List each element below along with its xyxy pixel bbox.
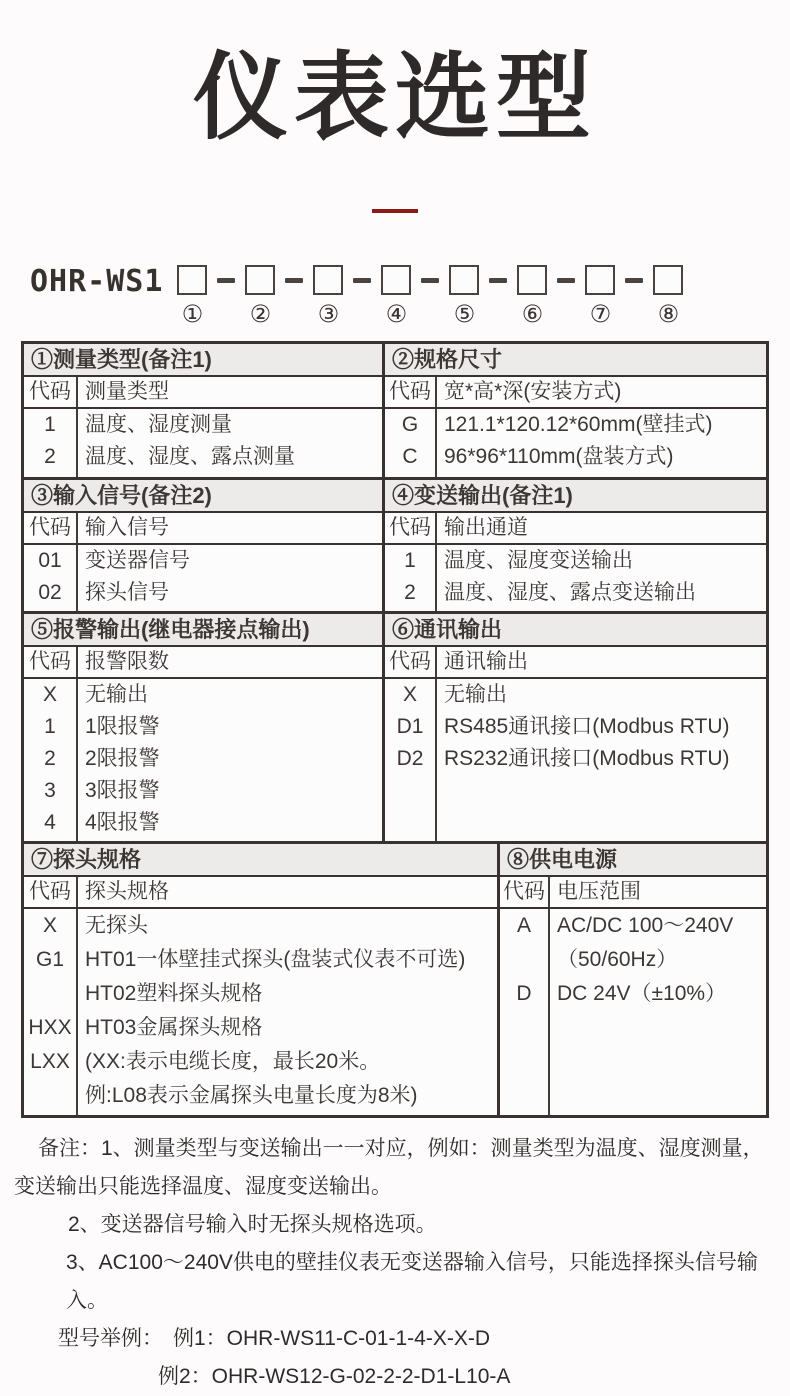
table-header: ⑦探头规格 <box>24 844 497 877</box>
column-header-row <box>500 877 766 909</box>
code-cell: HXX <box>24 1011 78 1045</box>
circled-number: ② <box>249 300 272 329</box>
code-col-header: 代码 <box>385 647 437 677</box>
value-col-header: 宽*高*深(安装方式) <box>444 380 622 404</box>
value-col-header: 电压范围 <box>557 880 641 904</box>
table-input-signal <box>24 480 382 611</box>
table-row <box>24 711 382 743</box>
code-cell: 02 <box>24 577 78 609</box>
table-row <box>24 977 497 1011</box>
filler-row <box>24 839 382 841</box>
code-cell: D <box>500 977 550 1011</box>
value-cell: HT02塑料探头规格 <box>85 982 263 1006</box>
value-cell: HT03金属探头规格 <box>85 1016 263 1040</box>
table-body <box>24 513 382 611</box>
table-row <box>24 743 382 775</box>
table-row <box>385 679 766 711</box>
filler-row <box>24 609 382 611</box>
code-cell: 2 <box>24 743 78 775</box>
dash-separator <box>353 278 371 283</box>
table-body <box>500 877 766 1115</box>
table-body <box>385 647 766 841</box>
value-cell: 例:L08表示金属探头电量长度为8米) <box>85 1084 418 1108</box>
model-slot-box <box>177 265 207 295</box>
section-3 <box>24 611 766 841</box>
table-row <box>24 807 382 839</box>
table-row <box>385 409 766 441</box>
table-row <box>24 441 382 473</box>
code-col-header: 代码 <box>24 647 78 677</box>
value-cell: HT01一体壁挂式探头(盘装式仪表不可选) <box>85 948 466 972</box>
column-header-row <box>24 377 382 409</box>
column-header-row <box>24 877 497 909</box>
code-cell: G <box>385 409 437 441</box>
example-2: 例2：OHR-WS12-G-02-2-2-D1-L10-A <box>158 1365 511 1389</box>
value-cell: 温度、湿度测量 <box>85 413 232 437</box>
value-col-header: 输入信号 <box>85 516 169 540</box>
model-examples-line <box>14 1320 774 1358</box>
table-header: ⑤报警输出(继电器接点输出) <box>24 614 382 647</box>
section-1 <box>24 344 766 477</box>
model-slot-7 <box>585 265 615 327</box>
table-row <box>24 1011 497 1045</box>
model-slot-2 <box>245 265 275 327</box>
model-slot-box <box>517 265 547 295</box>
table-probe-spec <box>24 844 497 1115</box>
model-slot-1 <box>177 265 207 327</box>
page-title: 仪表选型 <box>192 43 597 153</box>
dash-separator <box>489 278 507 283</box>
table-row <box>24 679 382 711</box>
value-cell: DC 24V（±10%） <box>557 982 727 1006</box>
table-power-supply <box>497 844 766 1115</box>
code-cell: 1 <box>24 409 78 441</box>
value-cell: AC/DC 100～240V <box>557 914 734 938</box>
circled-number: ① <box>181 300 204 329</box>
code-cell <box>500 943 550 977</box>
table-row <box>24 545 382 577</box>
table-row <box>24 409 382 441</box>
code-cell: A <box>500 909 550 943</box>
model-slot-box <box>313 265 343 295</box>
value-cell: 2限报警 <box>85 747 160 771</box>
table-row <box>24 943 497 977</box>
circled-number: ⑤ <box>453 300 476 329</box>
table-header: ⑥通讯输出 <box>385 614 766 647</box>
table-row <box>500 909 766 943</box>
model-slot-box <box>449 265 479 295</box>
section-2 <box>24 477 766 611</box>
table-row <box>500 977 766 1011</box>
value-cell: 变送器信号 <box>85 549 190 573</box>
table-row <box>24 577 382 609</box>
section-4 <box>24 841 766 1115</box>
value-cell: 96*96*110mm(盘装方式) <box>444 445 674 469</box>
filler-row <box>385 609 766 611</box>
value-col-header: 通讯输出 <box>444 650 528 674</box>
dash-separator <box>285 278 303 283</box>
circled-number: ⑦ <box>589 300 612 329</box>
table-header: ②规格尺寸 <box>385 344 766 377</box>
column-header-row <box>385 513 766 545</box>
model-slot-3 <box>313 265 343 327</box>
table-dimensions <box>382 344 766 477</box>
examples-label: 型号举例： <box>58 1327 163 1351</box>
model-prefix: OHR-WS1 <box>30 264 164 300</box>
model-slot-box <box>245 265 275 295</box>
table-row <box>24 1045 497 1079</box>
code-cell: 1 <box>24 711 78 743</box>
code-col-header: 代码 <box>385 513 437 543</box>
code-cell: 3 <box>24 775 78 807</box>
code-col-header: 代码 <box>24 877 78 907</box>
table-row <box>385 441 766 473</box>
code-cell: G1 <box>24 943 78 977</box>
footnotes <box>0 1130 790 1396</box>
model-slot-box <box>585 265 615 295</box>
table-body <box>24 377 382 477</box>
model-code-builder <box>30 265 790 327</box>
circled-number: ④ <box>385 300 408 329</box>
table-row <box>24 909 497 943</box>
table-row <box>24 1079 497 1113</box>
table-row <box>385 545 766 577</box>
code-cell <box>24 977 78 1011</box>
column-header-row <box>385 647 766 679</box>
value-cell: 4限报警 <box>85 811 160 835</box>
code-cell: 01 <box>24 545 78 577</box>
value-cell: RS232通讯接口(Modbus RTU) <box>444 747 730 771</box>
filler-row <box>385 473 766 477</box>
code-cell: C <box>385 441 437 473</box>
filler-row <box>385 775 766 841</box>
table-header: ③输入信号(备注2) <box>24 480 382 513</box>
column-header-row <box>24 513 382 545</box>
table-comm-output <box>382 614 766 841</box>
table-body <box>24 877 497 1115</box>
code-col-header: 代码 <box>385 377 437 407</box>
value-cell: 无输出 <box>444 683 507 707</box>
table-row <box>385 711 766 743</box>
note-1: 备注：1、测量类型与变送输出一一对应，例如：测量类型为温度、湿度测量，变送输出只能选择温度、湿度变送输出。 <box>14 1137 764 1199</box>
value-cell: (XX:表示电缆长度，最长20米。 <box>85 1050 381 1074</box>
code-cell: 4 <box>24 807 78 839</box>
model-slot-5 <box>449 265 479 327</box>
value-cell: 探头信号 <box>85 581 169 605</box>
table-row <box>500 943 766 977</box>
model-slot-8 <box>653 265 683 327</box>
dash-separator <box>557 278 575 283</box>
selection-tables <box>21 341 769 1118</box>
value-cell: 3限报警 <box>85 779 160 803</box>
table-body <box>385 377 766 477</box>
circled-number: ③ <box>317 300 340 329</box>
red-dash-divider <box>372 209 418 213</box>
column-header-row <box>24 647 382 679</box>
column-header-row <box>385 377 766 409</box>
table-measurement-type <box>24 344 382 477</box>
value-cell: 温度、湿度变送输出 <box>444 549 633 573</box>
table-header: ⑧供电电源 <box>500 844 766 877</box>
code-cell: LXX <box>24 1045 78 1079</box>
circled-number: ⑧ <box>657 300 680 329</box>
value-col-header: 测量类型 <box>85 380 169 404</box>
note-3: 3、AC100～240V供电的壁挂仪表无变送器输入信号，只能选择探头信号输入。 <box>66 1251 758 1313</box>
circled-number: ⑥ <box>521 300 544 329</box>
code-cell: 1 <box>385 545 437 577</box>
code-col-header: 代码 <box>24 513 78 543</box>
model-slot-4 <box>381 265 411 327</box>
code-col-header: 代码 <box>500 877 550 907</box>
filler-row <box>24 1113 497 1115</box>
value-cell: 1限报警 <box>85 715 160 739</box>
dash-separator <box>625 278 643 283</box>
value-cell: RS485通讯接口(Modbus RTU) <box>444 715 730 739</box>
dash-separator <box>421 278 439 283</box>
table-row <box>24 775 382 807</box>
code-cell: X <box>24 679 78 711</box>
value-cell: 无探头 <box>85 914 148 938</box>
code-cell: 2 <box>385 577 437 609</box>
value-cell: 无输出 <box>85 683 148 707</box>
code-cell: X <box>24 909 78 943</box>
table-transmit-output <box>382 480 766 611</box>
table-row <box>385 743 766 775</box>
filler-row <box>500 1011 766 1115</box>
model-slot-box <box>653 265 683 295</box>
code-cell: X <box>385 679 437 711</box>
table-header: ④变送输出(备注1) <box>385 480 766 513</box>
model-slot-box <box>381 265 411 295</box>
value-cell: 温度、湿度、露点测量 <box>85 445 295 469</box>
code-cell: 2 <box>24 441 78 473</box>
value-col-header: 报警限数 <box>85 650 169 674</box>
value-col-header: 探头规格 <box>85 880 169 904</box>
code-cell: D2 <box>385 743 437 775</box>
table-header: ①测量类型(备注1) <box>24 344 382 377</box>
value-cell: （50/60Hz） <box>557 948 678 972</box>
value-col-header: 输出通道 <box>444 516 528 540</box>
model-slot-6 <box>517 265 547 327</box>
dash-separator <box>217 278 235 283</box>
code-cell <box>24 1079 78 1113</box>
filler-row <box>24 473 382 477</box>
code-cell: D1 <box>385 711 437 743</box>
value-cell: 121.1*120.12*60mm(壁挂式) <box>444 413 713 437</box>
example-1: 例1：OHR-WS11-C-01-1-4-X-X-D <box>173 1327 490 1351</box>
table-alarm-output <box>24 614 382 841</box>
value-cell: 温度、湿度、露点变送输出 <box>444 581 696 605</box>
code-col-header: 代码 <box>24 377 78 407</box>
table-row <box>385 577 766 609</box>
table-body <box>24 647 382 841</box>
table-body <box>385 513 766 611</box>
note-2: 2、变送器信号输入时无探头规格选项。 <box>68 1213 437 1237</box>
